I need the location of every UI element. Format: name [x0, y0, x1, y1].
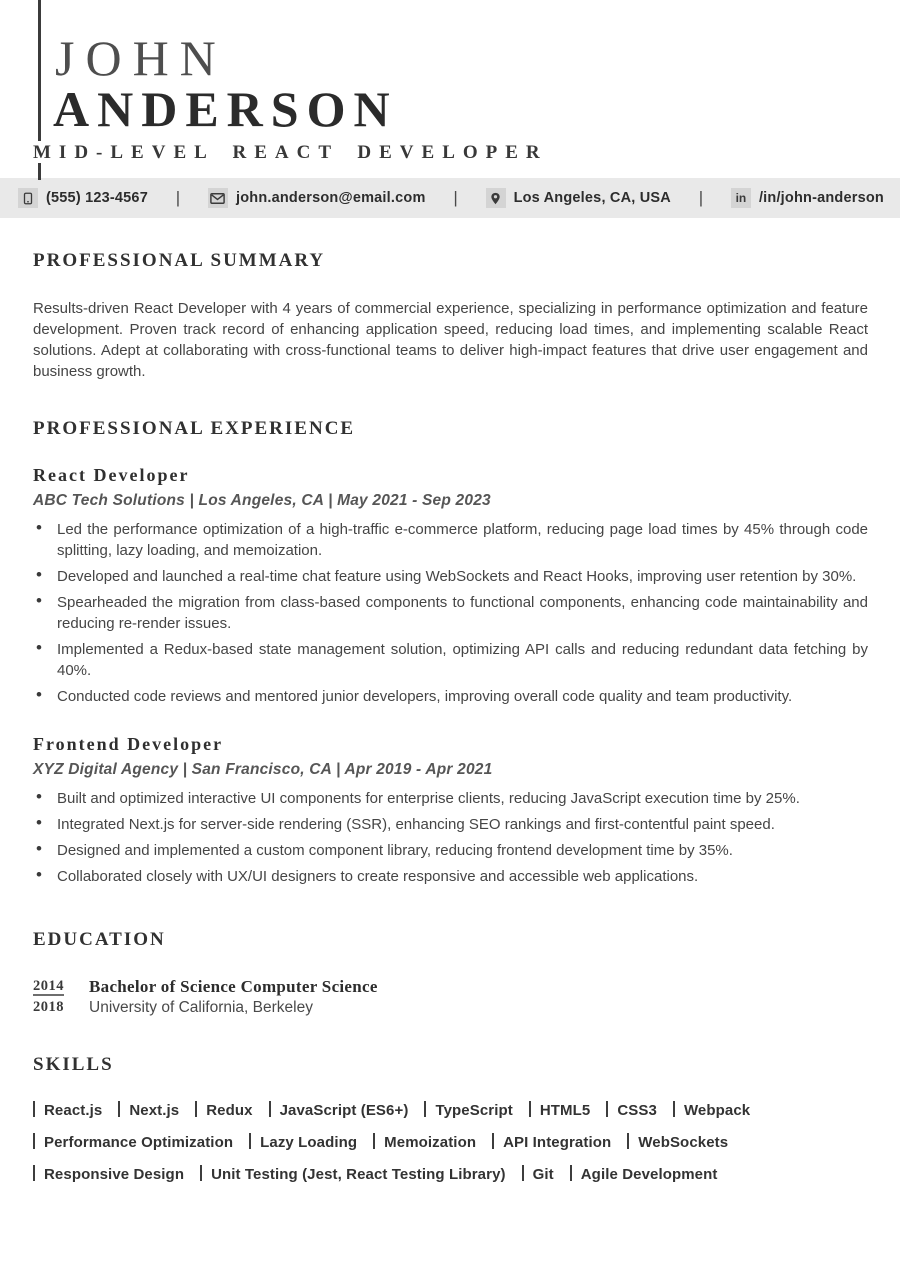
skill-item: TypeScript — [424, 1100, 512, 1121]
location-text: Los Angeles, CA, USA — [513, 190, 671, 206]
skill-item: WebSockets — [627, 1132, 728, 1153]
job-entry — [33, 464, 868, 707]
last-name: ANDERSON — [53, 81, 398, 137]
education-end-year: 2018 — [33, 999, 64, 1015]
job-meta: ABC Tech Solutions | Los Angeles, CA | May 2021 - Sep 2023 — [33, 492, 491, 509]
summary-paragraph: Results-driven React Developer with 4 years of commercial experience, specializing in performance optimization and feature development. Proven track record of enhancing application speed, reducing load times, and implementing scalable React solutions. Adept at collaborating with cross-functional teams to deliver high-impact features that drive user engagement and business growth. — [33, 300, 868, 380]
skills-list — [33, 1100, 868, 1185]
skill-item: Redux — [195, 1100, 252, 1121]
summary-section-heading: PROFESSIONAL SUMMARY — [33, 250, 326, 271]
job-bullet: • Developed and launched a real-time chat feature using WebSockets and React Hooks, improving user retention by 30%. — [33, 566, 868, 587]
skill-item: API Integration — [492, 1132, 611, 1153]
skills-row — [33, 1164, 868, 1185]
header-vertical-rule — [38, 0, 41, 141]
job-title: Frontend Developer — [33, 734, 224, 754]
skill-item: JavaScript (ES6+) — [269, 1100, 409, 1121]
job-bullet: • Implemented a Redux-based state management solution, optimizing API calls and reducing redundant data fetching by 40%. — [33, 639, 868, 681]
skill-item: Memoization — [373, 1132, 476, 1153]
phone-number: (555) 123-4567 — [46, 190, 148, 206]
job-bullet: • Designed and implemented a custom component library, reducing frontend development time by 35%. — [33, 840, 868, 861]
skill-item: Lazy Loading — [249, 1132, 357, 1153]
job-bullet: • Collaborated closely with UX/UI designers to create responsive and accessible web applications. — [33, 866, 868, 887]
contact-email[interactable] — [208, 188, 426, 208]
education-entry — [33, 976, 868, 1018]
skill-item: React.js — [33, 1100, 102, 1121]
education-school: University of California, Berkeley — [89, 999, 313, 1016]
skill-item: CSS3 — [606, 1100, 657, 1121]
skill-item: Agile Development — [570, 1164, 718, 1185]
education-start-year: 2014 — [33, 978, 64, 994]
skill-item: Next.js — [118, 1100, 179, 1121]
resume-header — [0, 0, 900, 178]
skills-row — [33, 1132, 868, 1153]
job-bullet-list — [33, 519, 868, 707]
contact-linkedin[interactable] — [731, 188, 884, 208]
email-icon — [208, 188, 228, 208]
phone-icon — [18, 188, 38, 208]
job-bullet: • Integrated Next.js for server-side rendering (SSR), enhancing SEO rankings and first-contentful paint speed. — [33, 814, 868, 835]
job-bullet: • Conducted code reviews and mentored junior developers, improving overall code quality and team productivity. — [33, 686, 868, 707]
skills-row — [33, 1100, 868, 1121]
job-bullet: • Led the performance optimization of a high-traffic e-commerce platform, reducing page load times by 45% through code splitting, lazy loading, and memoization. — [33, 519, 868, 561]
job-bullet-list — [33, 788, 868, 887]
location-pin-icon — [486, 188, 506, 208]
contact-separator: | — [175, 188, 181, 207]
skill-item: Git — [522, 1164, 554, 1185]
job-title: React Developer — [33, 465, 190, 485]
email-address[interactable]: john.anderson@email.com — [235, 190, 426, 206]
skill-item: Performance Optimization — [33, 1132, 233, 1153]
education-section-heading: EDUCATION — [33, 929, 166, 950]
job-bullet: • Spearheaded the migration from class-based components to functional components, enhancing code maintainability and reducing re-render issues. — [33, 592, 868, 634]
header-tick-rule — [38, 163, 41, 180]
job-entry — [33, 733, 868, 887]
skill-item: Responsive Design — [33, 1164, 184, 1185]
education-degree: Bachelor of Science Computer Science — [89, 977, 378, 996]
first-name: JOHN — [55, 30, 227, 86]
contact-location — [486, 188, 671, 208]
skill-item: HTML5 — [529, 1100, 591, 1121]
linkedin-icon: in — [731, 188, 751, 208]
contact-separator: | — [453, 188, 458, 207]
contact-phone — [18, 188, 148, 208]
skills-section-heading: SKILLS — [33, 1054, 114, 1075]
contact-separator: | — [698, 188, 704, 207]
skill-item: Webpack — [673, 1100, 750, 1121]
job-meta: XYZ Digital Agency | San Francisco, CA | Apr 2019 - Apr 2021 — [33, 761, 493, 778]
job-bullet: • Built and optimized interactive UI components for enterprise clients, reducing JavaScript execution time by 25%. — [33, 788, 868, 809]
job-role-subtitle: MID-LEVEL REACT DEVELOPER — [33, 142, 548, 163]
linkedin-handle[interactable]: /in/john-anderson — [758, 190, 884, 206]
experience-section-heading: PROFESSIONAL EXPERIENCE — [33, 418, 356, 439]
skill-item: Unit Testing (Jest, React Testing Library) — [200, 1164, 506, 1185]
contact-bar — [0, 178, 900, 218]
resume-body — [0, 250, 900, 1185]
